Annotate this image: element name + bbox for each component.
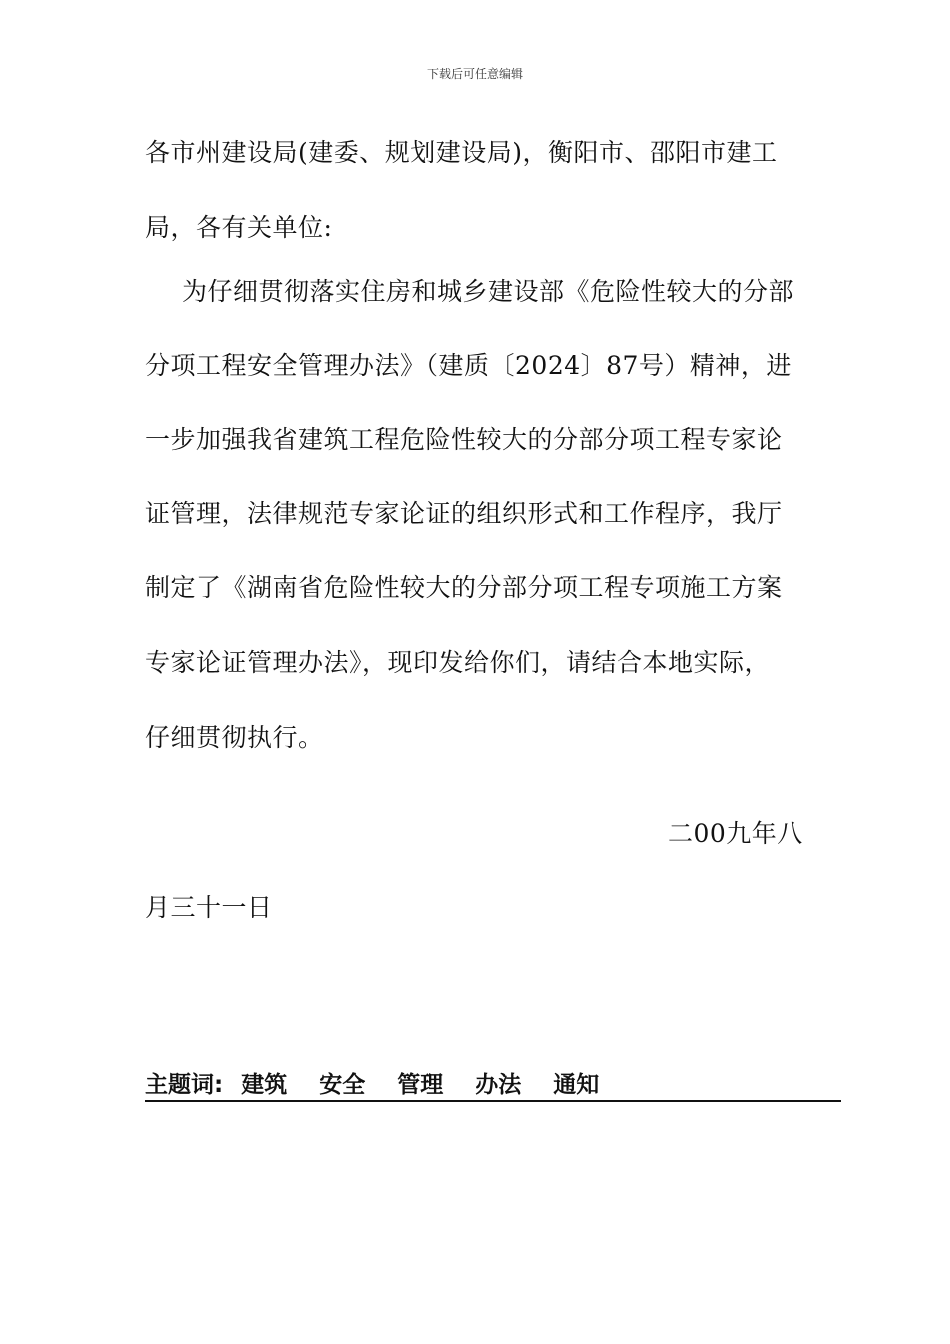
addressee-line-1: 各市州建设局(建委、规划建设局)，衡阳市、邵阳市建工 (145, 138, 778, 167)
date-line-2: 月三十一日 (145, 893, 273, 922)
keyword-term: 办法 (475, 1072, 522, 1098)
body-line-2: 分项工程安全管理办法》（建质〔2024〕87号）精神，进 (145, 351, 792, 380)
header-note: 下载后可任意编辑 (426, 67, 523, 81)
body-line-1: 为仔细贯彻落实住房和城乡建设部《危险性较大的分部 (182, 277, 795, 306)
addressee-line-2: 局，各有关单位: (145, 213, 333, 242)
keyword-term: 安全 (319, 1072, 366, 1098)
keyword-term: 建筑 (241, 1072, 288, 1098)
body-line-4: 证管理，法律规范专家论证的组织形式和工作程序，我厅 (145, 499, 783, 528)
keyword-term: 管理 (397, 1072, 444, 1098)
body-line-7: 仔细贯彻执行。 (145, 723, 324, 752)
body-line-6: 专家论证管理办法》，现印发给你们，请结合本地实际， (145, 648, 771, 677)
keywords-line (145, 1066, 841, 1102)
keywords-label: 主题词: (145, 1072, 224, 1098)
date-line-1: 二00九年八 (668, 819, 803, 848)
body-line-5: 制定了《湖南省危险性较大的分部分项工程专项施工方案 (145, 573, 783, 602)
body-line-3: 一步加强我省建筑工程危险性较大的分部分项工程专家论 (145, 425, 783, 454)
keyword-term: 通知 (553, 1072, 600, 1098)
